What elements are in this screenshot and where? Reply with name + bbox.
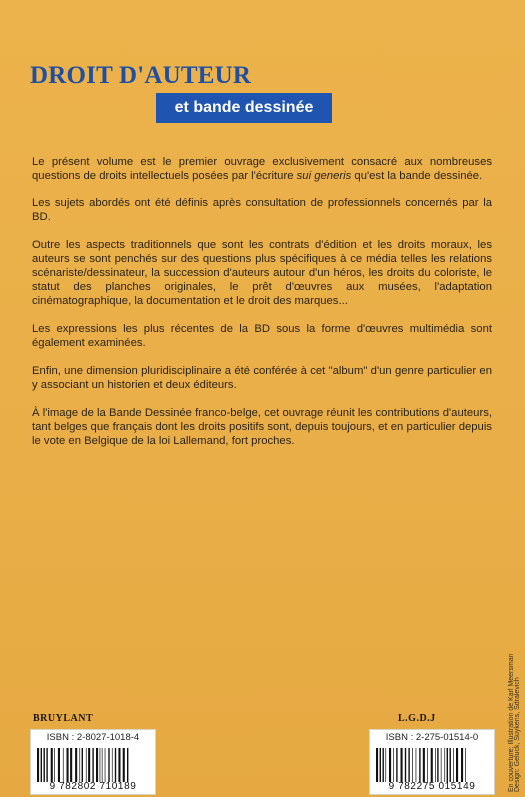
barcode-bar [393,748,394,782]
blurb-paragraph-2: Les sujets abordés ont été définis après consultation de professionnels concernés par la BD. [32,197,492,223]
blurb [32,155,492,462]
barcode-bar [82,748,83,782]
blurb-p1-emphasis: sui generis [296,170,352,182]
barcode-bar [112,748,113,782]
barcode-bar [385,748,386,782]
credit-design: Design: Geluck, Suykens, Sdralevich [514,677,521,792]
credit-illustration: En couverture: Illustration de Karl Meersman [508,653,515,792]
barcode-bar [96,748,98,782]
blurb-paragraph-3: Outre les aspects traditionnels que sont les contrats d'édition et les droits moraux, les auteurs se sont penchés sur des questions plus spécifiques à ce média telles les relations scénariste/dessinateur, la succession d'auteurs autour d'un héros, les droits du coloriste, le statut des planches originales, le prêt d'œuvres aux musées, l'adaptation cinématographique, la documentation et le droit des marques... [32,239,492,307]
barcode-bar [383,748,384,782]
blurb-paragraph-6: À l'image de la Bande Dessinée franco-belge, cet ouvrage réunit les contributions d'auteurs, tant belges que français dont les droits positifs sont, depuis toujours, et en particulier depuis le vote en Belgique de la loi Lallemand, fort proches. [32,407,492,447]
barcode-bar [376,748,378,782]
barcode-lgdj [369,729,495,795]
barcode-bar [431,748,433,782]
barcode-bar [75,748,77,782]
barcode-bar [54,748,55,782]
ean-lgdj: 9 782275 015149 [388,781,476,792]
publisher-lgdj: L.G.D.J [398,713,436,724]
barcode-bar [444,748,445,782]
barcode-bar [115,748,116,782]
barcode-bar [70,748,72,782]
barcode-bar [453,748,454,782]
barcode-bar [92,748,93,782]
ean-bruylant: 9 782802 710189 [49,781,137,792]
book-title: DROIT D'AUTEUR [30,62,252,89]
barcode-bar [123,748,125,782]
barcode-bruylant [30,729,156,795]
barcode-bar [461,748,463,782]
blurb-paragraph-4: Les expressions les plus récentes de la BD sous la forme d'œuvres multimédia sont également examinées. [32,323,492,349]
book-subtitle: et bande dessinée [156,93,332,123]
barcode-bar [389,748,391,782]
barcode-bar [105,748,106,782]
barcode-bar [44,748,45,782]
isbn-lgdj: ISBN : 2-275-01514-0 [385,732,479,743]
barcode-bar [401,748,403,782]
barcode-bar [435,748,436,782]
barcode-bar [88,748,90,782]
barcode-bar [450,748,451,782]
barcode-bar [102,748,103,782]
barcode-bar [456,748,458,782]
barcode-bar [46,748,47,782]
barcode-bar [465,748,466,782]
barcode-bars-right [374,748,490,782]
barcode-bar [427,748,428,782]
barcode-bar [380,748,381,782]
blurb-paragraph-5: Enfin, une dimension pluridisciplinaire a été conférée à cet "album" d'un genre particulier en y associant un historien et deux éditeurs. [32,365,492,391]
barcode-bar [441,748,442,782]
barcode-bar [41,748,42,782]
barcode-bar [86,748,87,782]
barcode-bar [412,748,413,782]
barcode-bar [437,748,438,782]
barcode-bar [63,748,64,782]
barcode-bar [108,748,109,782]
blurb-paragraph-1 [32,155,492,183]
barcode-bar [100,748,101,782]
barcode-bar [127,748,128,782]
barcode-bar [419,748,420,782]
barcode-bar [447,748,448,782]
barcode-bar [416,748,417,782]
barcode-bar [67,748,69,782]
barcode-bar [423,748,425,782]
barcode-bar [37,748,39,782]
barcode-bar [405,748,406,782]
barcode-bars-left [35,748,151,782]
cover-credits [509,430,521,792]
barcode-bar [51,748,53,782]
isbn-bruylant: ISBN : 2-8027-1018-4 [46,732,140,743]
publisher-bruylant: BRUYLANT [33,713,94,724]
barcode-bar [79,748,80,782]
barcode-bar [396,748,397,782]
blurb-p1-tail: qu'est la bande dessinée. [351,170,483,182]
blurb-p1-text: Le présent volume est le premier ouvrage exclusivement consacré aux nombreuses questions de droits intellectuels posées par l'écriture [32,156,492,182]
barcode-bar [408,748,409,782]
barcode-bar [118,748,120,782]
barcode-bar [58,748,60,782]
